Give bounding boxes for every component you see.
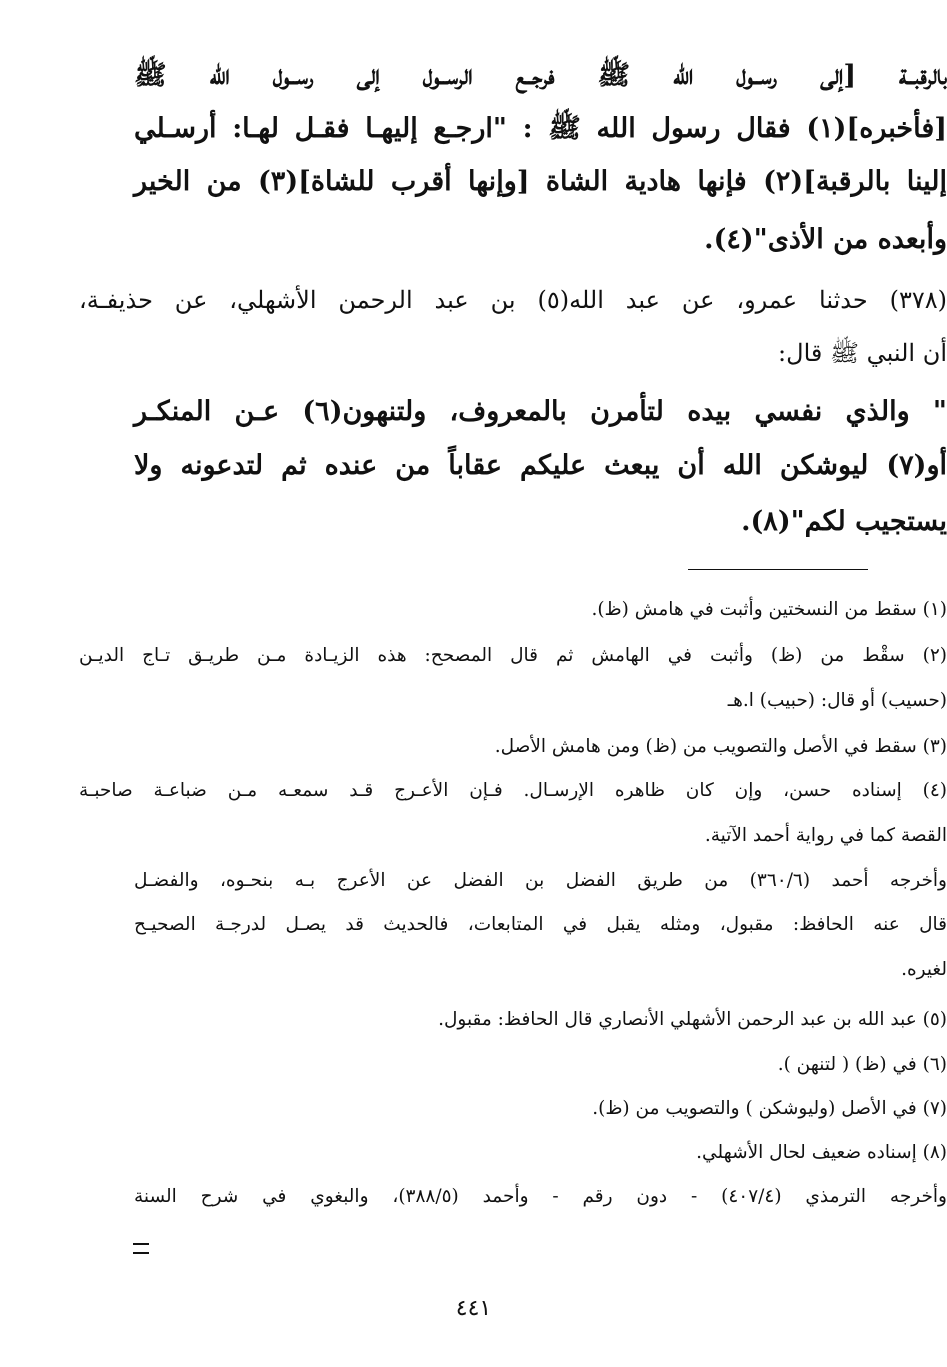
text-line: أو(٧) ليوشكن الله أن يبعث عليكم عقاباً من عنده ثم لتدعونه ولا xyxy=(134,450,947,481)
footnote-line: (٢) سقْط من (ظ) وأثبت في الهامش ثم قال المصحح: هذه الزيـادة مـن طريـق تـاج الديـن xyxy=(79,645,947,666)
footnote-line: القصة كما في رواية أحمد الآتية. xyxy=(704,825,947,846)
text-line: إلينا بالرقبة](٢) فإنها هادية الشاة [وإنها أقرب للشاة](٣) من الخير xyxy=(134,166,947,197)
text-line: بالرقبــة [إلى رســول الله ﷺ فرجــع الرســول إلى رســول الله ﷺ xyxy=(134,60,947,91)
text-line: (٣٧٨) حدثنا عمرو، عن عبد الله(٥) بن عبد الرحمن الأشهلي، عن حذيفـة، xyxy=(79,286,947,314)
footnote-separator xyxy=(688,569,868,570)
footnote-line: (٧) في الأصل (وليوشكن ) والتصويب من (ظ). xyxy=(592,1098,947,1119)
footnote-line: وأخرجه أحمد (٣٦٠/٦) من طريق الفضل بن الفضل عن الأعرج بـه بنحـوه، والفضـل xyxy=(134,870,947,891)
footnote-line: لغيره. xyxy=(901,959,947,980)
footnote-line: (٤) إسناده حسن، وإن كان ظاهره الإرسـال. فـإن الأعـرج قـد سمعـه مـن ضباعـة صاحبـة xyxy=(79,780,947,801)
continuation-mark xyxy=(133,1243,149,1254)
text-line: [فأخبره](١) فقال رسول الله ﷺ : "ارجـع إليهـا فقـل لهـا: أرسـلي xyxy=(134,113,947,144)
footnote-line: قال عنه الحافظ: مقبول، ومثله يقبل في المتابعات، فالحديث قد يصـل لدرجـة الصحيـح xyxy=(134,914,947,935)
footnote-line: (٨) إسناده ضعيف لحال الأشهلي. xyxy=(696,1142,947,1163)
footnote-line: (حسيب) أو قال: (حبيب) ا.هـ xyxy=(727,690,947,711)
footnote-line: (١) سقط من النسختين وأثبت في هامش (ظ). xyxy=(591,599,947,620)
footnote-line: (٣) سقط في الأصل والتصويب من (ظ) ومن هامش الأصل. xyxy=(494,736,947,757)
text-line: وأبعده من الأذى"(٤). xyxy=(704,224,947,255)
footnote-line: وأخرجه الترمذي (٤٠٧/٤) - دون رقم - وأحمد (٣٨٨/٥)، والبغوي في شرح السنة xyxy=(134,1186,947,1207)
page-number: ٤٤١ xyxy=(455,1296,492,1321)
text-line: " والذي نفسي بيده لتأمرن بالمعروف، ولتنهون(٦) عـن المنكـر xyxy=(134,396,947,427)
footnote-line: (٥) عبد الله بن عبد الرحمن الأشهلي الأنصاري قال الحافظ: مقبول. xyxy=(438,1009,947,1030)
text-line: أن النبي ﷺ قال: xyxy=(778,339,947,367)
footnote-line: (٦) في (ظ) ( لتنهن ). xyxy=(777,1054,947,1075)
text-line: يستجيب لكم"(٨). xyxy=(741,506,947,537)
